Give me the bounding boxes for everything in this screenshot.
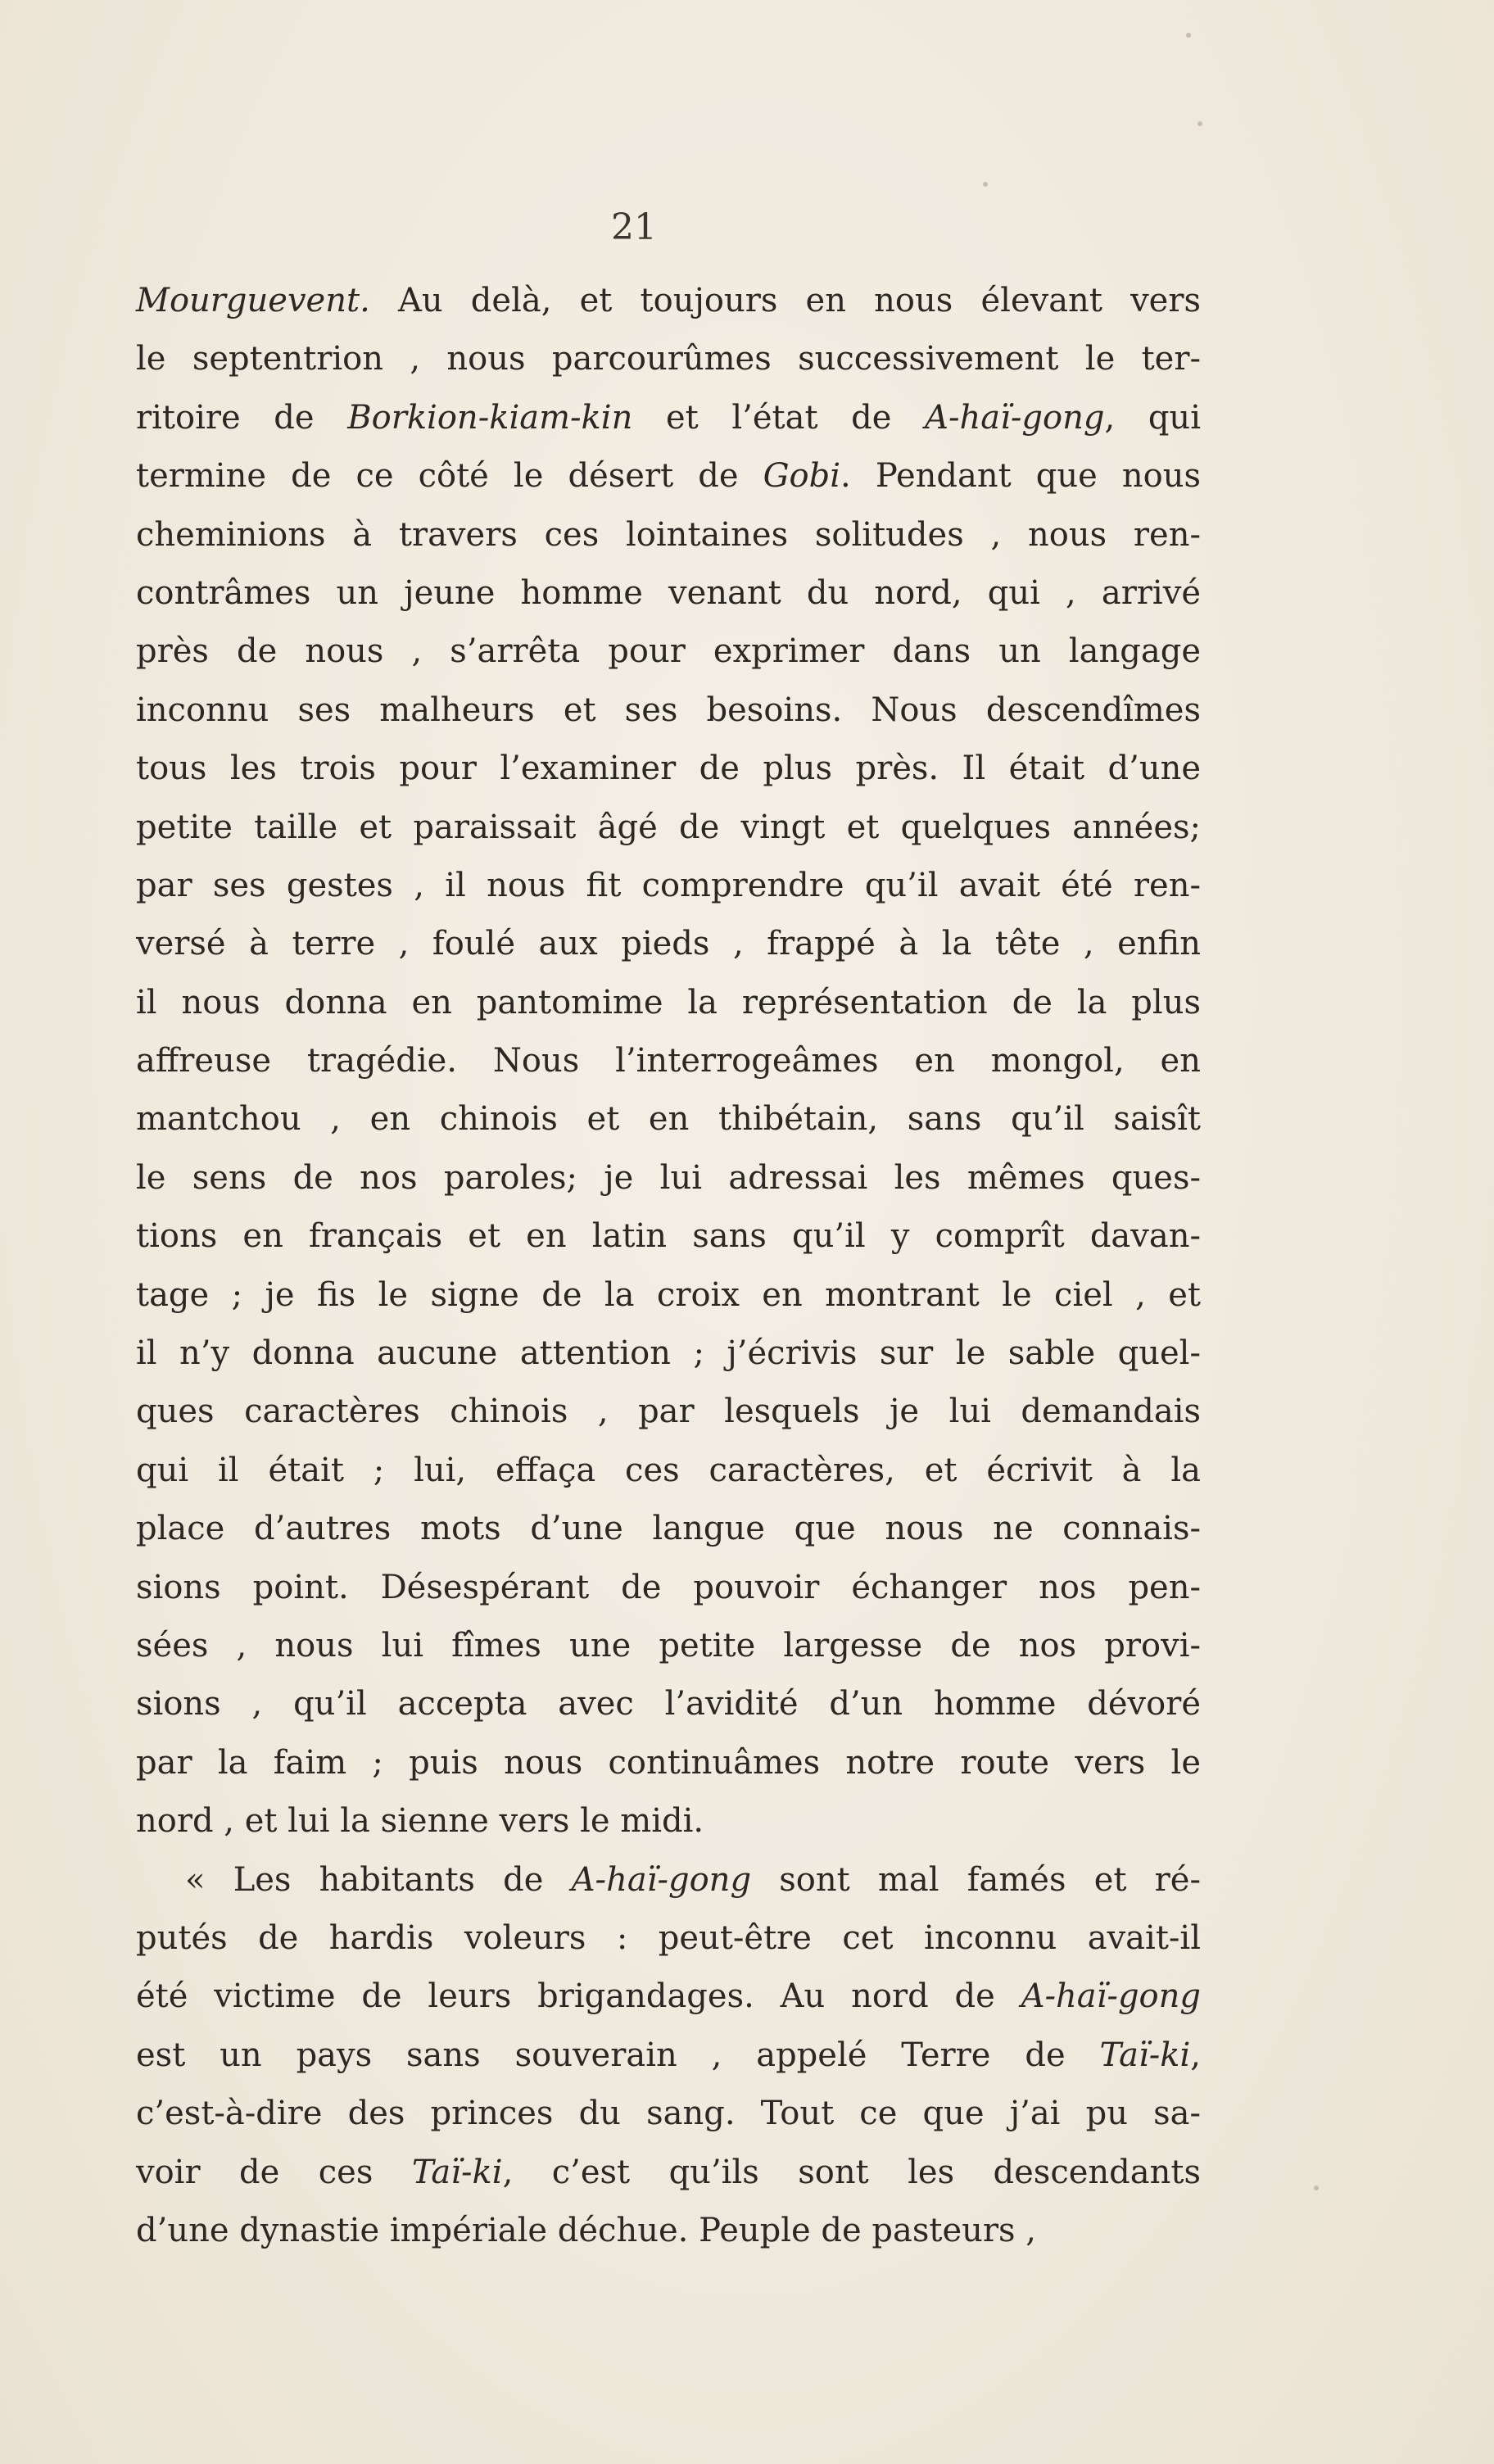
text-line — [136, 1442, 1201, 1500]
text-segment: Taï-ki — [1099, 2036, 1191, 2074]
text-line — [136, 1032, 1201, 1090]
text-segment: Au delà, et toujours en nous élevant vers — [369, 282, 1201, 319]
text-segment: , c’est qu’ils sont les descendants — [502, 2153, 1201, 2191]
text-segment: il nous donna en pantomime la représentation de la plus — [136, 983, 1201, 1021]
text-line — [136, 1792, 1201, 1850]
text-line — [136, 1090, 1201, 1148]
text-segment: été victime de leurs brigandages. Au nord de — [136, 1977, 1021, 2016]
text-segment: affreuse tragédie. Nous l’interrogeâmes en mongol, en — [136, 1042, 1201, 1080]
text-segment: par ses gestes , il nous fit comprendre qu’il avait été ren- — [136, 866, 1201, 904]
text-segment: tage ; je fis le signe de la croix en montrant le ciel , et — [136, 1275, 1201, 1314]
text-segment: voir de ces — [136, 2153, 412, 2191]
text-segment: A-haï-gong — [571, 1860, 752, 1899]
text-segment: près de nous , s’arrêta pour exprimer dans un langage — [136, 632, 1201, 671]
text-segment: inconnu ses malheurs et ses besoins. Nous descendîmes — [136, 691, 1201, 729]
text-segment: sions point. Désespérant de pouvoir échanger nos pen- — [136, 1568, 1201, 1606]
text-segment: c’est-à-dire des princes du sang. Tout ce que j’ai pu sa- — [136, 2095, 1201, 2133]
text-segment: tous les trois pour l’examiner de plus près. Il était d’une — [136, 750, 1201, 788]
text-segment: sont mal famés et ré- — [751, 1860, 1201, 1899]
text-segment: sions , qu’il accepta avec l’avidité d’un homme dévoré — [136, 1685, 1201, 1723]
text-segment: ques caractères chinois , par lesquels je lui demandais — [136, 1393, 1201, 1431]
text-line — [136, 1500, 1201, 1558]
text-line — [136, 682, 1201, 740]
text-segment: tions en français et en latin sans qu’il y comprît davan- — [136, 1217, 1201, 1256]
text-segment: est un pays sans souverain , appelé Terre de — [136, 2036, 1100, 2074]
text-line — [136, 1675, 1201, 1733]
text-line — [136, 1851, 1201, 1909]
paper-speck — [1314, 2185, 1319, 2190]
text-segment: le sens de nos paroles; je lui adressai les mêmes ques- — [136, 1158, 1201, 1197]
text-segment: par la faim ; puis nous continuâmes notre route vers le — [136, 1743, 1201, 1782]
text-segment: Mourguevent. — [136, 282, 370, 319]
text-segment: . Pendant que nous — [840, 457, 1201, 496]
text-line — [136, 1909, 1201, 1968]
text-segment: cheminions à travers ces lointaines solitudes , nous ren- — [136, 515, 1201, 554]
text-segment: qui il était ; lui, effaça ces caractères, et écrivit à la — [136, 1451, 1201, 1489]
text-line — [136, 389, 1201, 447]
text-line — [136, 564, 1201, 623]
text-line — [136, 506, 1201, 564]
page-number: 21 — [611, 206, 657, 248]
text-line — [136, 330, 1201, 388]
text-segment: sées , nous lui fîmes une petite largesse de nos provi- — [136, 1626, 1201, 1665]
paper-speck — [983, 182, 988, 187]
text-segment: Borkion-kiam-kin — [347, 398, 633, 437]
text-segment: , qui — [1104, 398, 1201, 437]
text-line — [136, 272, 1201, 330]
text-line — [136, 1968, 1201, 2026]
text-segment: putés de hardis voleurs : peut-être cet inconnu avait-il — [136, 1918, 1201, 1957]
text-segment: , — [1190, 2036, 1201, 2074]
text-segment: place d’autres mots d’une langue que nous ne connais- — [136, 1510, 1201, 1548]
text-line — [136, 2027, 1201, 2085]
text-segment: il n’y donna aucune attention ; j’écrivis sur le sable quel- — [136, 1334, 1201, 1373]
text-line — [136, 1207, 1201, 1266]
text-line — [136, 2085, 1201, 2143]
text-line — [136, 623, 1201, 681]
text-segment: le septentrion , nous parcourûmes successivement le ter- — [136, 340, 1201, 378]
text-line — [136, 915, 1201, 973]
text-segment: A-haï-gong — [1021, 1977, 1201, 2016]
text-line — [136, 1734, 1201, 1792]
text-line — [136, 857, 1201, 915]
text-line — [136, 447, 1201, 505]
body-text — [136, 272, 1201, 2260]
text-line — [136, 1617, 1201, 1675]
text-line — [136, 2202, 1201, 2260]
text-line — [136, 1266, 1201, 1325]
text-segment: petite taille et paraissait âgé de vingt et quelques années; — [136, 808, 1201, 846]
text-line — [136, 740, 1201, 798]
text-line — [136, 799, 1201, 857]
text-segment: versé à terre , foulé aux pieds , frappé à la tête , enfin — [136, 925, 1201, 963]
text-line — [136, 2144, 1201, 2202]
text-segment: contrâmes un jeune homme venant du nord, qui , arrivé — [136, 573, 1201, 612]
text-segment: d’une dynastie impériale déchue. Peuple de pasteurs , — [136, 2211, 1036, 2249]
text-line — [136, 1325, 1201, 1383]
text-line — [136, 974, 1201, 1032]
paper-speck — [1197, 121, 1202, 126]
text-segment: A-haï-gong — [925, 398, 1105, 437]
text-segment: et l’état de — [632, 398, 926, 437]
text-segment: termine de ce côté le désert de — [136, 457, 763, 496]
text-line — [136, 1383, 1201, 1441]
text-segment: ritoire de — [136, 398, 348, 437]
text-segment: Taï-ki — [411, 2153, 503, 2191]
text-line — [136, 1149, 1201, 1207]
paper-speck — [1186, 33, 1191, 38]
text-segment: « Les habitants de — [185, 1860, 572, 1899]
text-segment: nord , et lui la sienne vers le midi. — [136, 1802, 704, 1841]
text-line — [136, 1559, 1201, 1617]
text-segment: mantchou , en chinois et en thibétain, sans qu’il saisît — [136, 1100, 1201, 1139]
text-segment: Gobi — [763, 457, 841, 496]
